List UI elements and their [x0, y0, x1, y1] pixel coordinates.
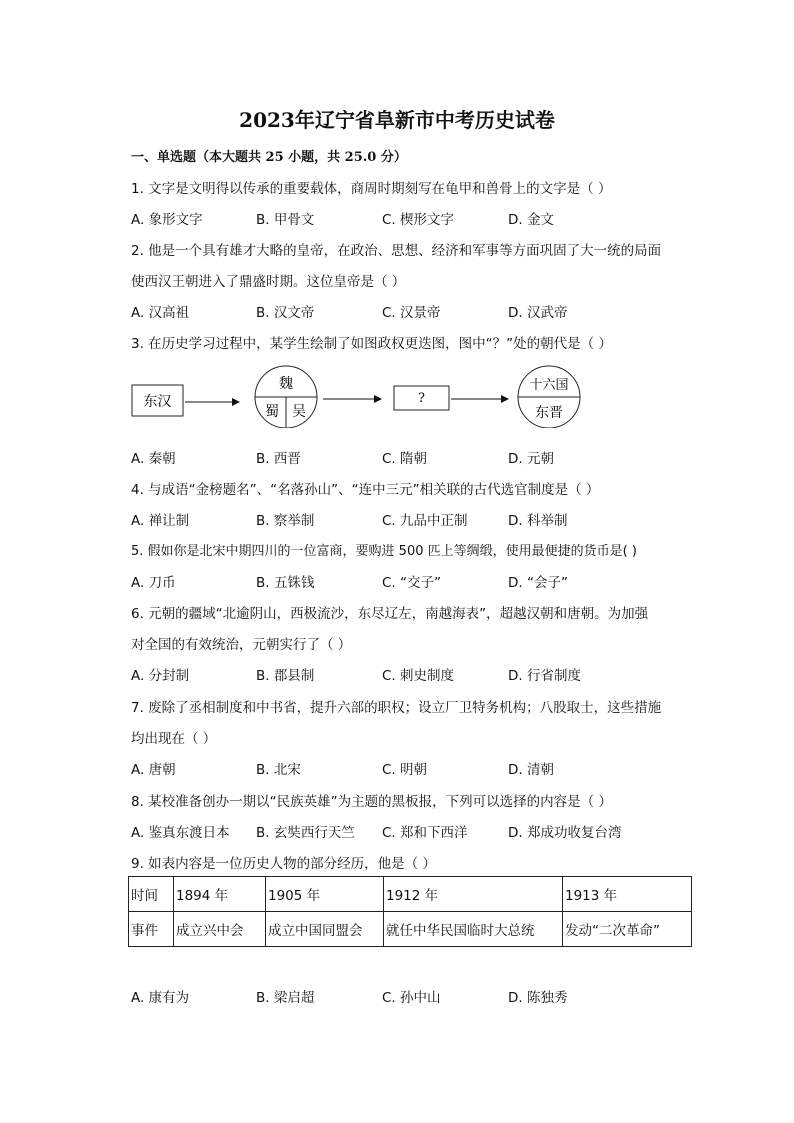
q9-option-c: C. 孙中山 [382, 990, 441, 1006]
box-question-mark-label: ? [418, 391, 425, 406]
label-wei: 魏 [279, 376, 293, 392]
table-cell: 就任中华民国临时大总统 [384, 912, 563, 947]
q5-option-d: D. “会子” [508, 575, 568, 591]
question-9-text: 9. 如表内容是一位历史人物的部分经历，他是（ ） [131, 856, 436, 872]
q3-option-a: A. 秦朝 [131, 451, 176, 467]
question-2-text-cont: 使西汉王朝进入了鼎盛时期。这位皇帝是（ ） [131, 274, 406, 290]
q2-option-b: B. 汉文帝 [256, 305, 315, 321]
table-cell: 1913 年 [563, 877, 692, 912]
q8-option-b: B. 玄奘西行天竺 [256, 825, 355, 841]
q4-option-b: B. 察举制 [256, 513, 315, 529]
table-cell: 事件 [129, 912, 174, 947]
q6-option-d: D. 行省制度 [508, 668, 581, 684]
q1-option-b: B. 甲骨文 [256, 212, 315, 228]
q2-option-c: C. 汉景帝 [382, 305, 441, 321]
q5-option-c: C. “交子” [382, 575, 441, 591]
q3-option-d: D. 元朝 [508, 451, 554, 467]
question-1-text: 1. 文字是文明得以传承的重要载体，商周时期刻写在龟甲和兽骨上的文字是（ ） [131, 181, 612, 197]
question-7-text-cont: 均出现在（ ） [131, 731, 217, 747]
q7-option-c: C. 明朝 [382, 762, 428, 778]
q7-option-b: B. 北宋 [256, 762, 301, 778]
label-wu: 吴 [292, 404, 306, 420]
page-title: 2023年辽宁省阜新市中考历史试卷 [239, 108, 555, 132]
q9-option-a: A. 康有为 [131, 990, 190, 1006]
table-cell: 1894 年 [174, 877, 266, 912]
question-2-text: 2. 他是一个具有雄才大略的皇帝，在政治、思想、经济和军事等方面巩固了大一统的局面 [131, 243, 662, 259]
q5-option-a: A. 刀币 [131, 575, 176, 591]
biography-table [128, 876, 692, 947]
question-4-text: 4. 与成语“金榜题名”、“名落孙山”、“连中三元”相关联的古代选官制度是（ ） [131, 482, 600, 498]
q6-option-c: C. 刺史制度 [382, 668, 455, 684]
q6-option-b: B. 郡县制 [256, 668, 315, 684]
label-sixteen-kingdoms: 十六国 [529, 378, 569, 393]
regime-succession-diagram [131, 362, 591, 428]
q4-option-d: D. 科举制 [508, 513, 568, 529]
question-3-text: 3. 在历史学习过程中，某学生绘制了如图政权更迭图，图中“？”处的朝代是（ ） [131, 336, 612, 352]
q1-option-c: C. 楔形文字 [382, 212, 455, 228]
q4-option-c: C. 九品中正制 [382, 513, 468, 529]
q8-option-c: C. 郑和下西洋 [382, 825, 468, 841]
q5-option-b: B. 五铢钱 [256, 575, 315, 591]
section-heading: 一、单选题（本大题共 25 小题，共 25.0 分） [131, 150, 407, 165]
q2-option-a: A. 汉高祖 [131, 305, 190, 321]
q2-option-d: D. 汉武帝 [508, 305, 568, 321]
table-cell: 1912 年 [384, 877, 563, 912]
table-cell: 成立中国同盟会 [266, 912, 384, 947]
q4-option-a: A. 禅让制 [131, 513, 190, 529]
q6-option-a: A. 分封制 [131, 668, 190, 684]
q9-option-d: D. 陈独秀 [508, 990, 568, 1006]
question-7-text: 7. 废除了丞相制度和中书省，提升六部的职权；设立厂卫特务机构；八股取士，这些措施 [131, 700, 662, 716]
question-6-text: 6. 元朝的疆域“北逾阴山，西极流沙，东尽辽左，南越海表”，超越汉朝和唐朝。为加强 [131, 606, 649, 622]
question-6-text-cont: 对全国的有效统治，元朝实行了（ ） [131, 637, 352, 653]
q8-option-a: A. 鉴真东渡日本 [131, 825, 230, 841]
table-cell: 1905 年 [266, 877, 384, 912]
table-cell: 发动“二次革命” [563, 912, 692, 947]
q3-option-c: C. 隋朝 [382, 451, 428, 467]
q3-option-b: B. 西晋 [256, 451, 301, 467]
q8-option-d: D. 郑成功收复台湾 [508, 825, 622, 841]
label-shu: 蜀 [265, 404, 279, 420]
q7-option-a: A. 唐朝 [131, 762, 176, 778]
question-8-text: 8. 某校准备创办一期以“民族英雄”为主题的黑板报，下列可以选择的内容是（ ） [131, 794, 612, 810]
label-eastern-jin: 东晋 [535, 405, 563, 421]
table-row [129, 912, 692, 947]
box-eastern-han-label: 东汉 [143, 394, 172, 410]
question-5-text: 5. 假如你是北宋中期四川的一位富商，要购进 500 匹上等绸缎，使用最便捷的货币是( ) [131, 544, 637, 559]
table-cell: 时间 [129, 877, 174, 912]
q7-option-d: D. 清朝 [508, 762, 554, 778]
table-cell: 成立兴中会 [174, 912, 266, 947]
q9-option-b: B. 梁启超 [256, 990, 315, 1006]
q1-option-d: D. 金文 [508, 212, 554, 228]
q1-option-a: A. 象形文字 [131, 212, 203, 228]
table-row [129, 877, 692, 912]
